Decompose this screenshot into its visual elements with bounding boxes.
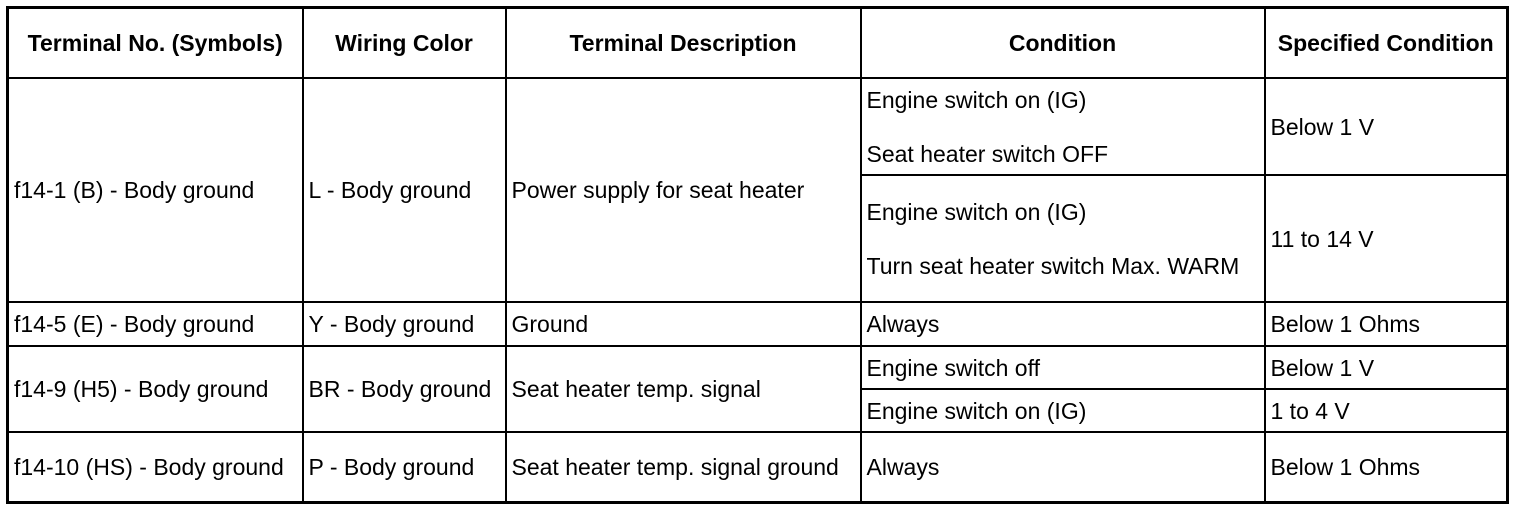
header-wiring-color: Wiring Color — [303, 8, 506, 79]
wiring-color-cell: BR - Body ground — [303, 346, 506, 432]
wiring-color-cell: P - Body ground — [303, 432, 506, 503]
header-terminal-description: Terminal Description — [506, 8, 861, 79]
terminal-cell: f14-10 (HS) - Body ground — [8, 432, 303, 503]
condition-spacer — [867, 115, 1259, 139]
table-row — [8, 346, 1508, 389]
condition-line: Engine switch on (IG) — [866, 198, 1087, 225]
terminal-cell: f14-1 (B) - Body ground — [8, 78, 303, 302]
condition-cell — [861, 78, 1265, 175]
header-condition: Condition — [861, 8, 1265, 79]
condition-line: Engine switch on (IG) — [866, 86, 1087, 113]
specified-condition-cell: Below 1 V — [1265, 346, 1508, 389]
condition-line: Turn seat heater switch Max. WARM — [866, 252, 1240, 279]
terminal-description-cell: Ground — [506, 302, 861, 346]
specified-condition-cell: Below 1 Ohms — [1265, 302, 1508, 346]
specified-condition-cell: Below 1 Ohms — [1265, 432, 1508, 503]
table-header-row — [8, 8, 1508, 79]
terminal-description-cell: Seat heater temp. signal — [506, 346, 861, 432]
header-terminal-no: Terminal No. (Symbols) — [8, 8, 303, 79]
condition-cell: Engine switch off — [861, 346, 1265, 389]
terminal-cell: f14-5 (E) - Body ground — [8, 302, 303, 346]
condition-cell — [861, 175, 1265, 302]
header-specified-condition: Specified Condition — [1265, 8, 1508, 79]
terminal-description-cell: Seat heater temp. signal ground — [506, 432, 861, 503]
specified-condition-cell: 1 to 4 V — [1265, 389, 1508, 432]
condition-cell: Always — [861, 432, 1265, 503]
wiring-color-cell: Y - Body ground — [303, 302, 506, 346]
wiring-color-cell: L - Body ground — [303, 78, 506, 302]
condition-spacer — [867, 227, 1259, 251]
specified-condition-cell: 11 to 14 V — [1265, 175, 1508, 302]
table-row — [8, 302, 1508, 346]
terminal-spec-table — [6, 6, 1509, 504]
condition-cell: Always — [861, 302, 1265, 346]
terminal-description-cell: Power supply for seat heater — [506, 78, 861, 302]
table-row — [8, 432, 1508, 503]
specified-condition-cell: Below 1 V — [1265, 78, 1508, 175]
table-row — [8, 78, 1508, 175]
condition-cell: Engine switch on (IG) — [861, 389, 1265, 432]
condition-line: Seat heater switch OFF — [866, 140, 1109, 167]
terminal-cell: f14-9 (H5) - Body ground — [8, 346, 303, 432]
